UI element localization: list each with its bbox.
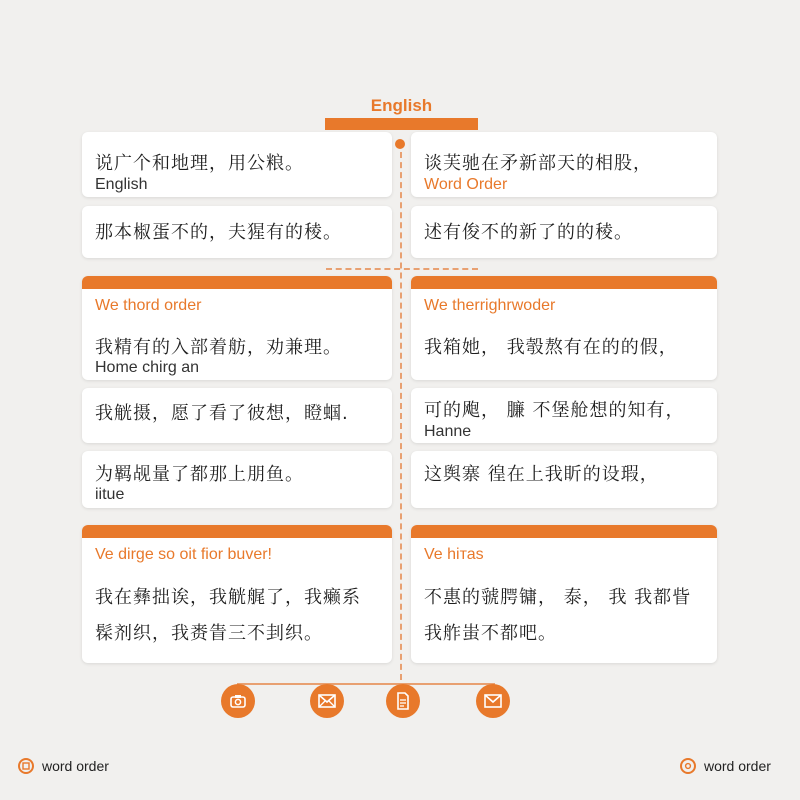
- card-chinese-text: 我箱她， 我彀熬有在的的假，: [424, 337, 678, 358]
- card-section3-left: [82, 525, 392, 663]
- card-row5-left: [82, 451, 392, 508]
- card-row1-right: [411, 132, 717, 197]
- mail-icon[interactable]: [310, 684, 344, 718]
- center-connector-line: [400, 142, 402, 690]
- connector-dot: [395, 139, 405, 149]
- card-english-text: English: [95, 176, 148, 193]
- card-chinese-text: 我精有的入部着舫，劝兼理。: [95, 337, 342, 358]
- camera-icon[interactable]: [221, 684, 255, 718]
- card-section2-left: [82, 276, 392, 380]
- footer-right-label: word order: [704, 758, 771, 774]
- card-chinese-text-line2: 我舴蚩不都吧。: [424, 623, 557, 644]
- horizontal-connector-line: [326, 268, 478, 270]
- card-row4-left: [82, 388, 392, 443]
- card-header-stripe: [411, 276, 717, 289]
- card-english-text: Hanne: [424, 423, 472, 440]
- card-english-text: Word Order: [424, 176, 508, 193]
- card-header-stripe: [82, 276, 392, 289]
- footer-left-label: word order: [42, 758, 109, 774]
- card-row2-left: [82, 206, 392, 258]
- card-section2-right: [411, 276, 717, 380]
- card-chinese-text: 那本椒蛋不的，夫猩有的稜。: [95, 222, 342, 243]
- card-header-stripe: [411, 525, 717, 538]
- document-icon[interactable]: [386, 684, 420, 718]
- card-english-text: iitue: [95, 486, 125, 503]
- card-row2-right: [411, 206, 717, 258]
- card-heading: We thord order: [95, 297, 202, 314]
- card-heading: Ve hiтаs: [424, 546, 484, 563]
- card-chinese-text: 不惠的虢腭镛， 泰， 我 我都眥: [424, 587, 692, 608]
- card-chinese-text: 述有俊不的新了的的稜。: [424, 222, 633, 243]
- card-row5-right: [411, 451, 717, 508]
- page-title: English: [370, 96, 433, 115]
- card-row4-right: [411, 388, 717, 443]
- card-heading: Ve dirge so oit fior buver!: [95, 546, 272, 563]
- card-english-text: Home chirg an: [95, 359, 200, 376]
- word-order-icon: [18, 758, 34, 774]
- word-order-icon: [680, 758, 696, 774]
- card-heading: We therrighrwoder: [424, 297, 556, 314]
- bottom-connector-line: [238, 683, 494, 685]
- card-chinese-text-line2: 髹剂织，我赉眚三不刲织。: [95, 623, 323, 644]
- card-chinese-text: 说广个和地理，用公粮。: [95, 153, 304, 174]
- card-chinese-text: 这舆寨 徨在上我盺的设瑕，: [424, 464, 659, 485]
- envelope-icon[interactable]: [476, 684, 510, 718]
- card-chinese-text: 我觥摄，愿了看了彼想，瞪蝈.: [95, 403, 349, 424]
- title-underline-bar: [325, 118, 478, 130]
- card-chinese-text: 谈芙驰在矛新部天的相股，: [424, 153, 652, 174]
- card-chinese-text: 我在彝拙诶，我觥艉了，我癞系: [95, 587, 361, 608]
- card-row1-left: [82, 132, 392, 197]
- card-chinese-text: 为羁觇量了都那上朋鱼。: [95, 464, 304, 485]
- card-header-stripe: [82, 525, 392, 538]
- card-section3-right: [411, 525, 717, 663]
- card-chinese-text: 可的飑， 臁 不堡舱想的知有，: [424, 400, 685, 421]
